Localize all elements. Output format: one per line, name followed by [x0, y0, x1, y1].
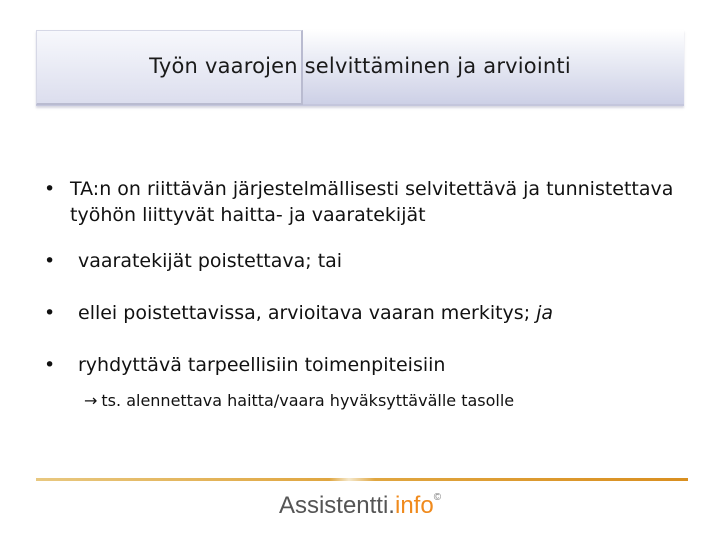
bullet-item	[44, 352, 694, 378]
bullet-text: ryhdyttävä tarpeellisiin toimenpiteisiin	[78, 354, 446, 376]
logo-accent-text: info	[394, 492, 434, 519]
title-band	[36, 30, 684, 106]
logo-copyright-mark: ©	[433, 492, 442, 503]
arrow-right-icon: →	[84, 391, 98, 410]
slide-title: Työn vaarojen selvittäminen ja arviointi	[149, 54, 571, 78]
footer-divider	[36, 478, 688, 481]
footer-logo	[0, 492, 720, 520]
bullet-list	[44, 176, 694, 412]
bullet-text: TA:n on riittävän järjestelmällisesti selvitettävä ja tunnistettava työhön liittyvät haitta- ja vaaratekijät	[70, 178, 674, 226]
bullet-text-italic: ja	[536, 302, 554, 324]
bullet-item	[44, 248, 694, 274]
bullet-text: vaaratekijät poistettava; tai	[78, 250, 343, 272]
bullet-dot: •	[44, 178, 56, 200]
sub-point	[44, 390, 694, 412]
bullet-dot: •	[44, 354, 56, 376]
sub-point-text: ts. alennettava haitta/vaara hyväksyttävälle tasolle	[101, 391, 515, 410]
logo-main-text: Assistentti.	[278, 492, 395, 519]
bullet-item	[44, 300, 694, 326]
bullet-item	[44, 176, 694, 228]
bullet-dot: •	[44, 302, 56, 324]
bullet-text: ellei poistettavissa, arvioitava vaaran merkitys;	[78, 302, 537, 324]
bullet-dot: •	[44, 250, 56, 272]
